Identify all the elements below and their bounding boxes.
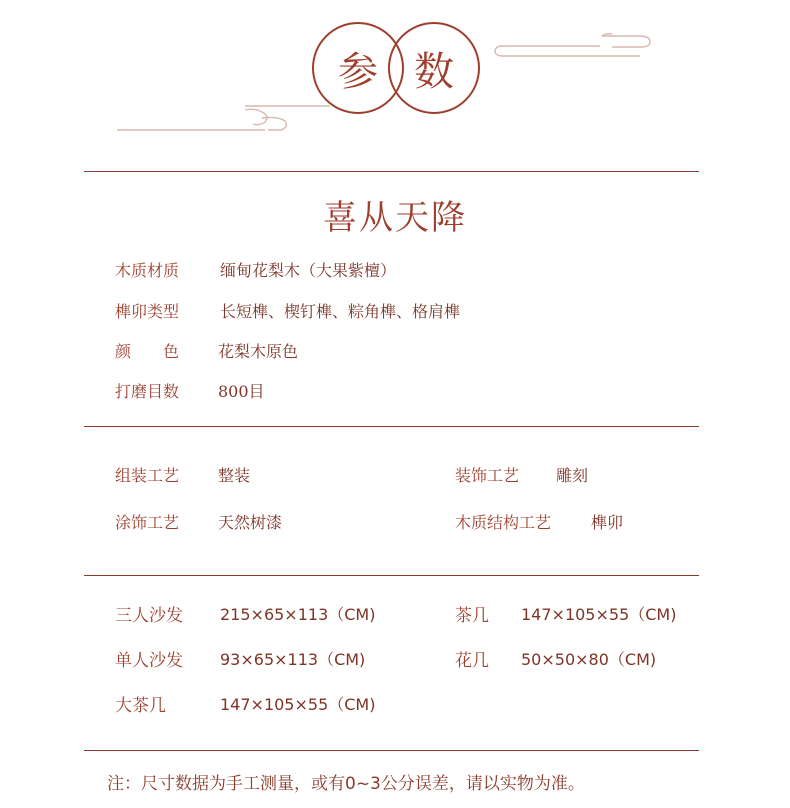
spec-label-grit: 打磨目数 [115, 382, 180, 401]
size-value-tea-table: 147×105×55（CM) [521, 605, 677, 624]
size-label-three-seat-sofa: 三人沙发 [115, 606, 183, 626]
size-label-large-tea-table: 大茶几 [115, 696, 166, 716]
craft-value-decoration: 雕刻 [556, 466, 589, 485]
craft-value-finish: 天然树漆 [218, 513, 283, 532]
spec-label-color: 颜 色 [115, 342, 180, 361]
size-label-flower-stand: 花几 [455, 651, 489, 671]
title-circle-right [388, 22, 480, 114]
measurement-note: 注：尺寸数据为手工测量，或有0~3公分误差，请以实物为准。 [107, 774, 585, 794]
spec-value-grit: 800目 [218, 382, 265, 401]
size-value-single-sofa: 93×65×113（CM) [220, 650, 366, 669]
spec-label-material: 木质材质 [115, 261, 180, 280]
size-value-flower-stand: 50×50×80（CM) [521, 650, 657, 669]
craft-label-assembly: 组装工艺 [115, 466, 180, 485]
craft-label-structure: 木质结构工艺 [455, 513, 552, 532]
craft-label-decoration: 装饰工艺 [455, 466, 520, 485]
craft-value-assembly: 整装 [218, 466, 251, 485]
spec-value-material: 缅甸花梨木（大果紫檀） [220, 261, 397, 280]
size-value-three-seat-sofa: 215×65×113（CM) [220, 605, 376, 624]
title-char-can: 参 [338, 48, 378, 95]
spec-value-joinery: 长短榫、楔钉榫、粽角榫、格肩榫 [220, 302, 461, 321]
divider-sizes [84, 750, 699, 751]
divider-top [84, 171, 699, 172]
craft-label-finish: 涂饰工艺 [115, 513, 180, 532]
size-label-tea-table: 茶几 [455, 606, 489, 626]
size-value-large-tea-table: 147×105×55（CM) [220, 695, 376, 714]
craft-value-structure: 榫卯 [591, 513, 624, 532]
size-label-single-sofa: 单人沙发 [115, 651, 183, 671]
divider-craft [84, 575, 699, 576]
spec-value-color: 花梨木原色 [218, 342, 299, 361]
spec-label-joinery: 榫卯类型 [115, 302, 180, 321]
divider-basic [84, 426, 699, 427]
product-title: 喜从天降 [323, 198, 467, 238]
title-char-shu: 数 [414, 48, 454, 95]
header-banner [0, 0, 790, 160]
